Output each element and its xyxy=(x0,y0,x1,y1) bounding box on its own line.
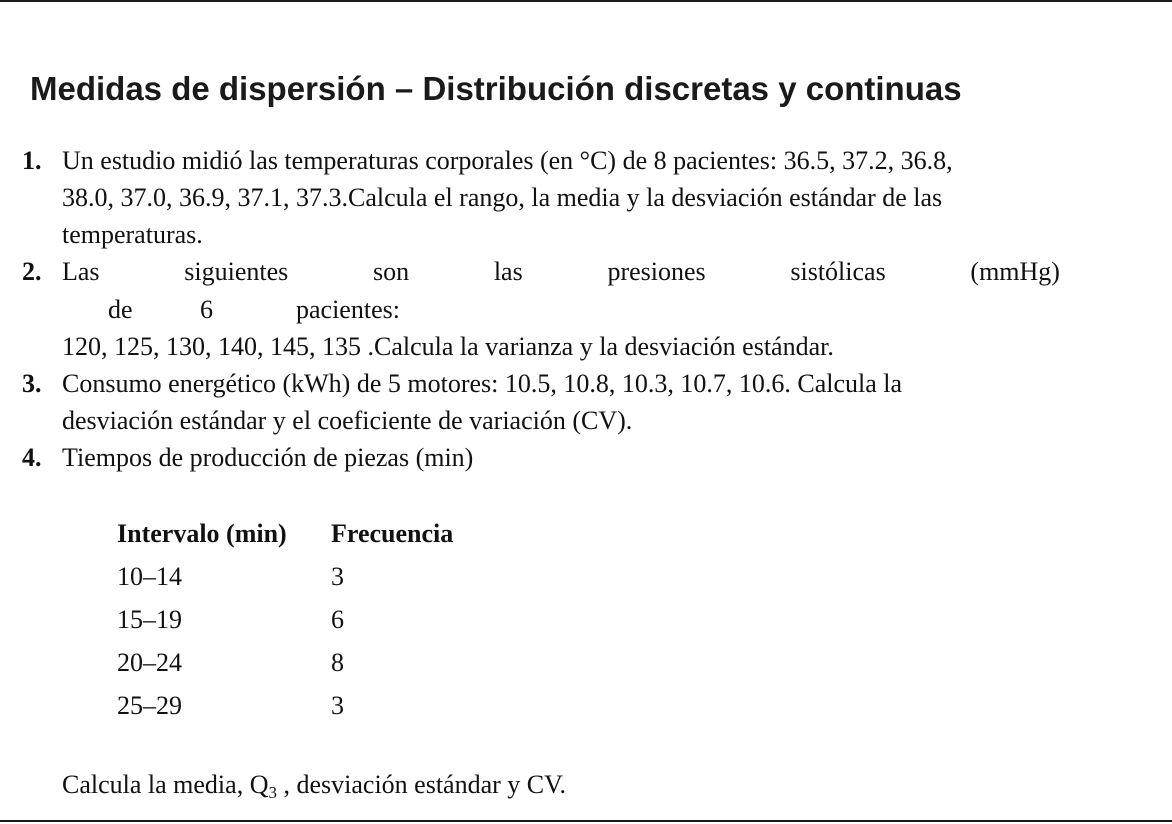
table-cell: 10–14 xyxy=(117,562,182,591)
word: las xyxy=(493,257,523,286)
word: de xyxy=(108,295,133,324)
table-cell: 3 xyxy=(331,562,344,591)
table-header: Frecuencia xyxy=(331,519,454,548)
table-header: Intervalo (min) xyxy=(117,519,287,548)
word: pacientes: xyxy=(296,295,400,324)
closing-text: , desviación estándar y CV. xyxy=(276,770,567,799)
exercise-number: 3. xyxy=(22,369,42,398)
bottom-border xyxy=(0,820,1172,822)
exercise-text-line: desviación estándar y el coeficiente de variación (CV). xyxy=(62,406,633,435)
page-title: Medidas de dispersión – Distribución discretas y continuas xyxy=(30,70,962,107)
subscript: 3 xyxy=(268,783,277,802)
word: siguientes xyxy=(184,257,289,286)
table-cell: 8 xyxy=(331,648,344,677)
top-border xyxy=(0,0,1172,2)
word: son xyxy=(372,257,410,286)
exercise-text-line: Un estudio midió las temperaturas corporales (en °C) de 8 pacientes: 36.5, 37.2, 36.8, xyxy=(62,146,953,175)
word: Las xyxy=(62,257,100,286)
closing-instruction xyxy=(62,770,566,800)
closing-text: Calcula la media, Q xyxy=(62,770,269,799)
word: sistólicas xyxy=(790,257,886,286)
table-cell: 15–19 xyxy=(117,605,182,634)
word: presiones xyxy=(607,257,706,286)
table-cell: 25–29 xyxy=(117,691,182,720)
exercise-number: 4. xyxy=(22,443,42,472)
exercise-text-line: Tiempos de producción de piezas (min) xyxy=(62,443,474,472)
word: (mmHg) xyxy=(970,257,1060,286)
justified-text-line xyxy=(62,257,1060,287)
word: 6 xyxy=(200,295,213,324)
table-cell: 20–24 xyxy=(117,648,182,677)
exercise-text-line: 38.0, 37.0, 36.9, 37.1, 37.3.Calcula el rango, la media y la desviación estándar de las xyxy=(62,183,943,212)
table-cell: 3 xyxy=(331,691,344,720)
exercise-text-line: Consumo energético (kWh) de 5 motores: 10.5, 10.8, 10.3, 10.7, 10.6. Calcula la xyxy=(62,369,903,398)
exercise-number: 1. xyxy=(22,146,42,175)
table-cell: 6 xyxy=(331,605,344,634)
exercise-text-line: temperaturas. xyxy=(62,220,203,249)
exercise-number: 2. xyxy=(22,257,42,286)
exercise-text-line: 120, 125, 130, 140, 145, 135 .Calcula la varianza y la desviación estándar. xyxy=(62,332,834,361)
